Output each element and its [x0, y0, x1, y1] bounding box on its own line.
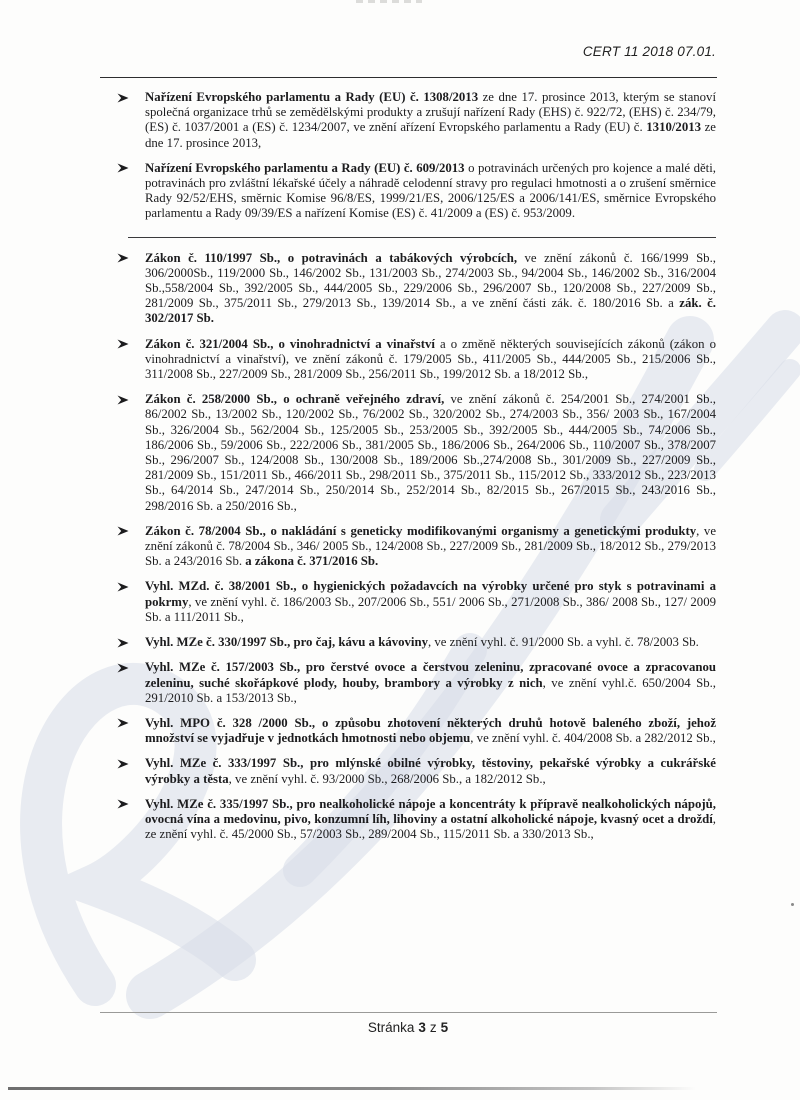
list-item-text: Vyhl. MZe č. 330/1997 Sb., pro čaj, kávu a kávoviny, ve znění vyhl. č. 91/2000 Sb. a vyhl. č. 78/2003 Sb. [145, 635, 699, 650]
arrow-bullet-icon [117, 93, 129, 103]
list-item-text: Vyhl. MPO č. 328 /2000 Sb., o způsobu zhotovení některých druhů hotově baleného zboží, jehož množství se vyjadřuje v jednotkách hmotnosti nebo objemu, ve znění vyhl. č. 404/2008 Sb. a 282/2012 Sb., [145, 715, 716, 746]
document-code: CERT 11 2018 07.01. [582, 44, 716, 59]
arrow-bullet-icon [117, 799, 129, 809]
scan-page-edge [8, 1087, 696, 1090]
list-item [100, 90, 716, 151]
arrow-bullet-icon [117, 759, 129, 769]
list-item [100, 756, 716, 786]
header-rule [100, 77, 717, 78]
page-number [368, 1020, 448, 1035]
arrow-bullet-icon [117, 253, 129, 263]
section-divider [128, 237, 716, 238]
list-item-text: Vyhl. MZe č. 157/2003 Sb., pro čerstvé ovoce a čerstvou zeleninu, zpracované ovoce a zpracovanou zeleninu, suché skořápkové plody, houby, brambory a výrobky z nich, ve znění vyhl.č. 650/2004 Sb., 291/2010 Sb. a 153/2013 Sb., [145, 660, 716, 705]
list-item [100, 660, 716, 706]
scan-noise-dot [791, 903, 794, 906]
list-item-text: Nařízení Evropského parlamentu a Rady (EU) č. 1308/2013 ze dne 17. prosince 2013, kterým se stanoví společná organizace trhů se zemědělskými produkty a zrušují nařízení Rady (EHS) č. 922/72, (EHS) č. 234/79, (ES) č. 1037/2001 a (ES) č. 1234/2007, ve znění ařízení Evropského parlamentu a Rady (EU) č. 1310/2013 ze dne 17. prosince 2013, [145, 90, 716, 150]
list-item [100, 251, 716, 327]
list-item-text: Zákon č. 321/2004 Sb., o vinohradnictví a vinařství a o změně některých souvisejících zákonů (zákon o vinohradnictví a vinařství), ve znění zákonů č. 179/2005 Sb., 411/2005 Sb., 444/2005 Sb., 215/2006 Sb., 311/2008 Sb., 227/2009 Sb., 281/2009 Sb., 256/2011 Sb., 199/2012 Sb. a 18/2012 Sb., [145, 336, 716, 382]
list-item-text: Zákon č. 78/2004 Sb., o nakládání s geneticky modifikovanými organismy a genetickými produkty, ve znění zákonů č. 78/2004 Sb., 346/ 2005 Sb., 124/2008 Sb., 227/2009 Sb., 281/2009 Sb., 18/2012 Sb., 279/2013 Sb. a 243/2016 Sb. a zákona č. 371/2016 Sb. [145, 523, 717, 569]
page-number-prefix: Stránka [367, 1020, 415, 1035]
list-item [100, 716, 716, 746]
list-item [100, 392, 716, 514]
scan-edge-artifact [356, 0, 422, 3]
list-item [100, 635, 716, 650]
footer-rule [100, 1012, 717, 1013]
national-legislation-section [100, 251, 716, 843]
list-item-text: Zákon č. 258/2000 Sb., o ochraně veřejného zdraví, ve znění zákonů č. 254/2001 Sb., 274/2001 Sb., 86/2002 Sb., 13/2002 Sb., 120/2002 Sb., 76/2002 Sb., 320/2002 Sb., 274/2003 Sb., 356/ 2003 Sb., 167/2004 Sb., 326/2004 Sb., 562/2004 Sb., 125/2005 Sb., 253/2005 Sb., 392/2005 Sb., 444/2005 Sb., 74/2006 Sb., 186/2006 Sb., 59/2006 Sb., 222/2006 Sb., 381/2005 Sb., 186/2006 Sb., 264/2006 Sb., 110/2007 Sb., 378/2007 Sb., 296/2007 Sb., 124/2008 Sb., 130/2008 Sb., 189/2006 Sb.,274/2008 Sb., 301/2009 Sb., 227/2009 Sb., 281/2009 Sb., 151/2011 Sb., 466/2011 Sb., 298/2011 Sb., 375/2011 Sb., 115/2012 Sb., 333/2012 Sb., 223/2013 Sb., 64/2014 Sb., 247/2014 Sb., 250/2014 Sb., 252/2014 Sb., 82/2015 Sb., 267/2015 Sb., 243/2016 Sb., 298/2016 Sb. a 250/2016 Sb., [145, 392, 716, 513]
arrow-bullet-icon [117, 163, 129, 173]
current-page-number: 3 [418, 1020, 426, 1035]
arrow-bullet-icon [117, 718, 129, 728]
arrow-bullet-icon [117, 339, 129, 349]
page-number-separator: z [429, 1020, 437, 1035]
list-item-text: Nařízení Evropského parlamentu a Rady (EU) č. 609/2013 o potravinách určených pro kojence a malé děti, potravinách pro zvláštní lékařské účely a náhradě celodenní stravy pro regulaci hmotnosti a o zrušení směrnice Rady 92/52/EHS, směrnic Komise 96/8/ES, 1999/21/ES, 2006/125/ES a 2006/141/ES, směrnice Evropského parlamentu a Rady 09/39/ES a nařízení Komise (ES) č. 41/2009 a (ES) č. 953/2009. [145, 160, 716, 221]
list-item-text: Zákon č. 110/1997 Sb., o potravinách a tabákových výrobcích, ve znění zákonů č. 166/1999 Sb., 306/2000Sb., 119/2000 Sb., 146/2002 Sb., 131/2003 Sb., 274/2003 Sb., 94/2004 Sb., 146/2002 Sb., 316/2004 Sb.,558/2004 Sb., 392/2005 Sb., 444/2005 Sb., 229/2006 Sb., 296/2007 Sb., 120/2008 Sb., 227/2009 Sb., 281/2009 Sb., 375/2011 Sb., 279/2013 Sb., 139/2014 Sb., a ve znění části zák. č. 180/2016 Sb. a zák. č. 302/2017 Sb. [145, 250, 716, 326]
arrow-bullet-icon [117, 395, 129, 405]
list-item [100, 797, 716, 843]
arrow-bullet-icon [117, 663, 129, 673]
eu-regulations-section [100, 90, 716, 222]
arrow-bullet-icon [117, 526, 129, 536]
regulation-list [100, 90, 716, 852]
list-item [100, 161, 716, 222]
total-page-number: 5 [440, 1020, 449, 1035]
list-item [100, 579, 716, 625]
page-footer [100, 1020, 716, 1035]
list-item-text: Vyhl. MZe č. 333/1997 Sb., pro mlýnské obilné výrobky, těstoviny, pekařské výrobky a cukrářské výrobky a těsta, ve znění vyhl. č. 93/2000 Sb., 268/2006 Sb., a 182/2012 Sb., [145, 756, 716, 786]
arrow-bullet-icon [117, 638, 129, 648]
list-item [100, 524, 716, 570]
list-item-text: Vyhl. MZd. č. 38/2001 Sb., o hygienických požadavcích na výrobky určené pro styk s potravinami a pokrmy, ve znění vyhl. č. 186/2003 Sb., 207/2006 Sb., 551/ 2006 Sb., 271/2008 Sb., 386/ 2008 Sb., 127/ 2009 Sb. a 111/2011 Sb., [145, 579, 716, 624]
list-item [100, 337, 716, 383]
arrow-bullet-icon [117, 582, 129, 592]
list-item-text: Vyhl. MZe č. 335/1997 Sb., pro nealkoholické nápoje a koncentráty k přípravě nealkoholických nápojů, ovocná vína a medovinu, pivo, konzumní líh, lihoviny a ostatní alkoholické nápoje, kvasný ocet a droždí, ze znění vyhl. č. 45/2000 Sb., 57/2003 Sb., 289/2004 Sb., 115/2011 Sb. a 330/2013 Sb., [145, 796, 716, 842]
